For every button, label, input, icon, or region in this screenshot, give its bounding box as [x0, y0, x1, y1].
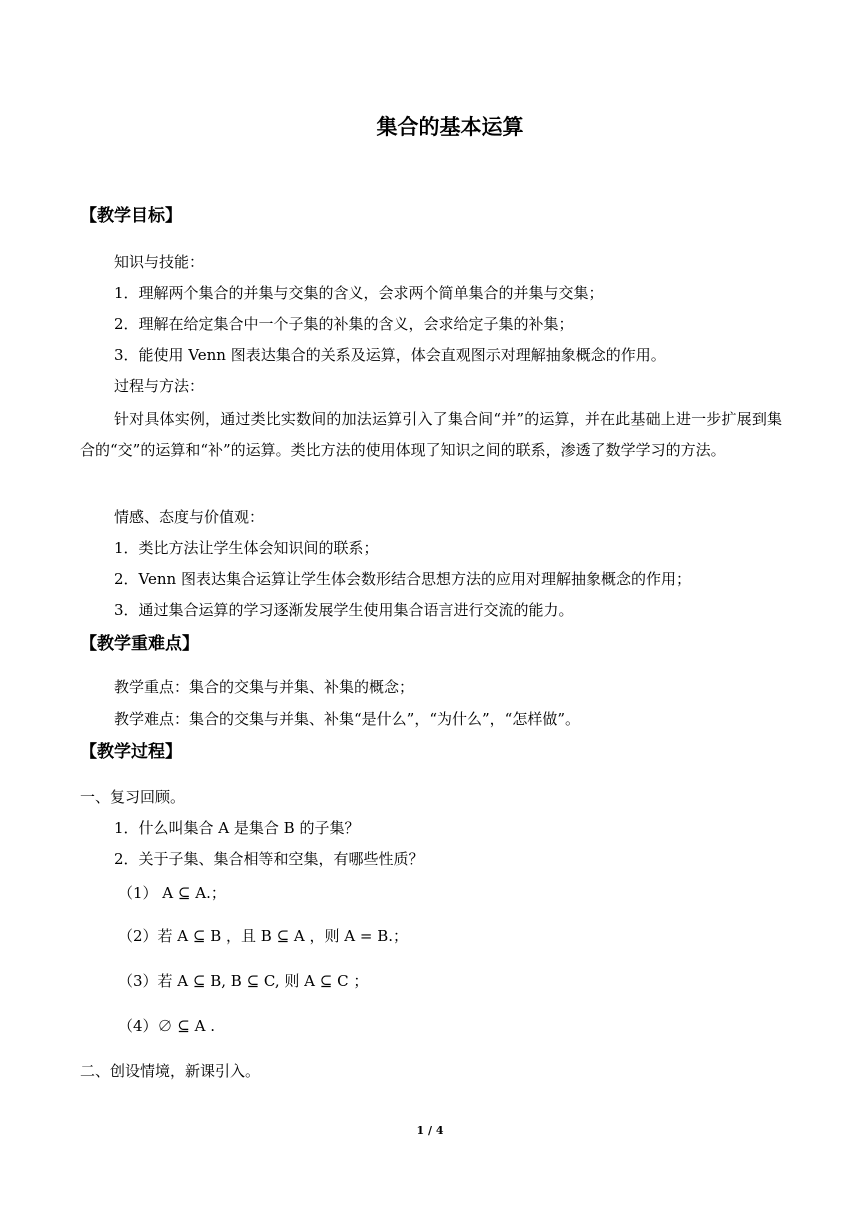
review-question-2: 2．关于子集、集合相等和空集，有哪些性质？: [114, 850, 424, 868]
property-2: （2）若 A ⊆ B ，且 B ⊆ A ，则 A = B.；: [118, 927, 409, 945]
heading-objectives: 【教学目标】: [80, 206, 182, 226]
attitude-item-1: 1．类比方法让学生体会知识间的联系；: [114, 539, 379, 557]
knowledge-label: 知识与技能：: [114, 253, 205, 271]
knowledge-item-1: 1．理解两个集合的并集与交集的含义，会求两个简单集合的并集与交集；: [114, 284, 604, 302]
document-title: 集合的基本运算: [376, 115, 524, 139]
section-new-lesson: 二、创设情境，新课引入。: [80, 1062, 261, 1080]
key-difficulty: 教学难点：集合的交集与并集、补集“是什么”，“为什么”，“怎样做”。: [114, 710, 581, 728]
property-4: （4）∅ ⊆ A .: [118, 1017, 216, 1035]
review-question-1: 1．什么叫集合 A 是集合 B 的子集？: [114, 819, 360, 837]
section-review: 一、复习回顾。: [80, 788, 186, 806]
heading-process: 【教学过程】: [80, 742, 182, 762]
attitude-item-2: 2．Venn 图表达集合运算让学生体会数形结合思想方法的应用对理解抽象概念的作用；: [114, 570, 691, 588]
attitude-label: 情感、态度与价值观：: [114, 508, 265, 526]
key-focus: 教学重点：集合的交集与并集、补集的概念；: [114, 678, 415, 696]
knowledge-item-2: 2．理解在给定集合中一个子集的补集的含义，会求给定子集的补集；: [114, 315, 574, 333]
property-1: （1） A ⊆ A.；: [118, 884, 226, 902]
page-number: 1 / 4: [416, 1124, 444, 1137]
attitude-item-3: 3．通过集合运算的学习逐渐发展学生使用集合语言进行交流的能力。: [114, 601, 574, 619]
knowledge-item-3: 3．能使用 Venn 图表达集合的关系及运算，体会直观图示对理解抽象概念的作用。: [114, 346, 666, 364]
process-method-label: 过程与方法：: [114, 377, 205, 395]
process-method-paragraph: 针对具体实例，通过类比实数间的加法运算引入了集合间“并”的运算，并在此基础上进一步扩展到集合的“交”的运算和“补”的运算。类比方法的使用体现了知识之间的联系，渗透了数学学习的方法。: [80, 410, 782, 459]
heading-key-points: 【教学重难点】: [80, 634, 199, 654]
property-3: （3）若 A ⊆ B, B ⊆ C, 则 A ⊆ C ；: [118, 972, 369, 990]
